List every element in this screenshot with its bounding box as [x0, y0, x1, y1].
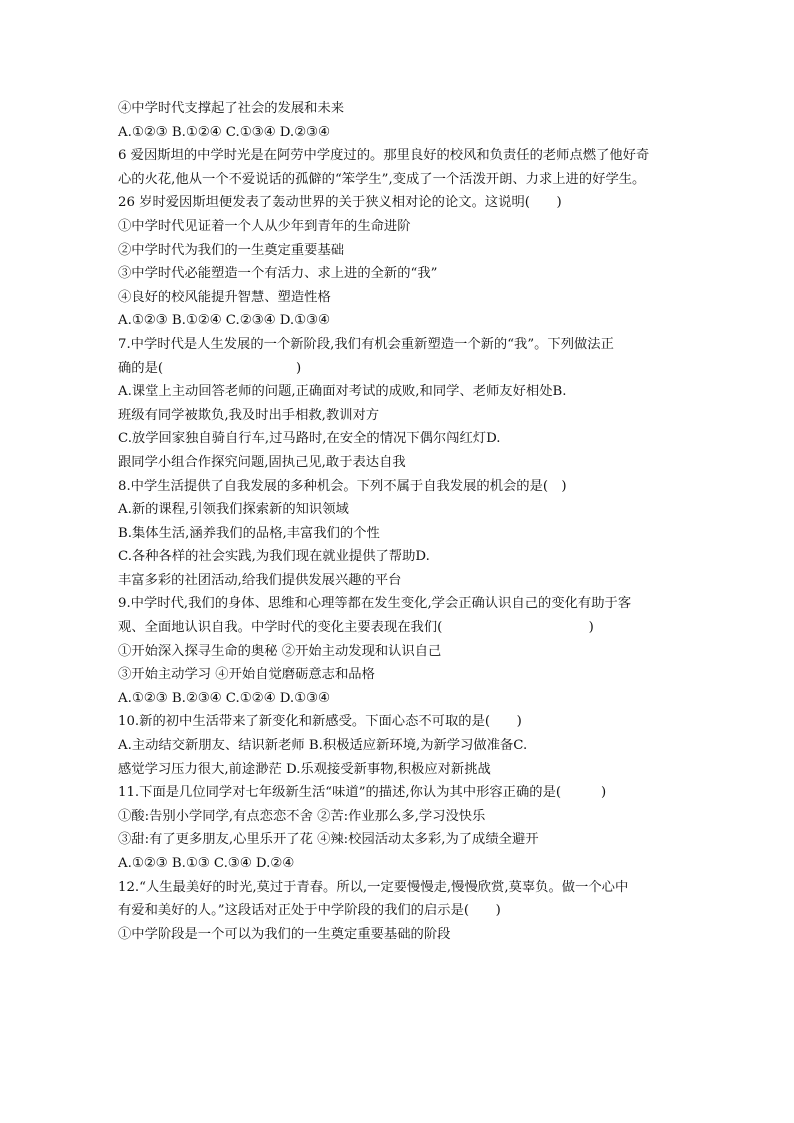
question-7: 7.中学时代是人生发展的一个新阶段,我们有机会重新塑造一个新的“我”。下列做法正	[118, 336, 614, 352]
text-line: C.放学回家独自骑自行车,过马路时,在安全的情况下偶尔闯红灯D.	[118, 431, 501, 447]
text-line: ①中学阶段是一个可以为我们的一生奠定重要基础的阶段	[118, 926, 451, 942]
text-line: 观、全面地认识自我。中学时代的变化主要表现在我们( )	[118, 620, 594, 636]
text-line: 确的是( )	[118, 360, 302, 376]
question-9: 9.中学时代,我们的身体、思维和心理等都在发生变化,学会正确认识自己的变化有助于客	[118, 596, 632, 612]
text-line: 有爱和美好的人。”这段话对正处于中学阶段的我们的启示是( )	[118, 903, 501, 919]
text-line: 丰富多彩的社团活动,给我们提供发展兴趣的平台	[118, 572, 402, 588]
text-line: 26 岁时爱因斯坦便发表了轰动世界的关于狭义相对论的论文。这说明( )	[118, 195, 562, 211]
text-line: A.主动结交新朋友、结识新老师 B.积极适应新环境,为新学习做准备C.	[118, 738, 528, 754]
text-line: B.集体生活,涵养我们的品格,丰富我们的个性	[118, 525, 380, 541]
answer-options: A.①②③ B.①②④ C.①③④ D.②③④	[118, 124, 330, 140]
answer-options: A.①②③ B.①③ C.③④ D.②④	[118, 856, 295, 871]
text-line: ①中学时代见证着一个人从少年到青年的生命进阶	[118, 218, 411, 234]
question-11: 11.下面是几位同学对七年级新生活“味道”的描述,你认为其中形容正确的是( )	[118, 785, 607, 801]
text-line: 班级有同学被欺负,我及时出手相救,教训对方	[118, 407, 380, 423]
text-line: ③甜:有了更多朋友,心里乐开了花 ④辣:校园活动太多彩,为了成绩全避开	[118, 832, 539, 848]
text-line: ③中学时代必能塑造一个有活力、求上进的全新的“我”	[118, 266, 438, 282]
text-line: A.课堂上主动回答老师的问题,正确面对考试的成败,和同学、老师友好相处B.	[118, 384, 567, 400]
text-line: 感觉学习压力很大,前途渺茫 D.乐观接受新事物,积极应对新挑战	[118, 761, 491, 777]
answer-options: A.①②③ B.②③④ C.①②④ D.①③④	[118, 690, 330, 706]
text-line: ②中学时代为我们的一生奠定重要基础	[118, 242, 345, 258]
text-line: ③开始主动学习 ④开始自觉磨砺意志和品格	[118, 667, 375, 683]
answer-options: A.①②③ B.①②④ C.②③④ D.①③④	[118, 313, 330, 329]
question-8: 8.中学生活提供了自我发展的多种机会。下列不属于自我发展的机会的是( )	[118, 478, 567, 494]
text-line: 跟同学小组合作探究问题,固执己见,敢于表达自我	[118, 454, 406, 470]
text-line: 心的火花,他从一个不爱说话的孤僻的“笨学生”,变成了一个活泼开朗、力求上进的好学生。	[118, 171, 646, 187]
text-line: ①开始深入探寻生命的奥秘 ②开始主动发现和认识自己	[118, 643, 442, 659]
text-line: C.各种各样的社会实践,为我们现在就业提供了帮助D.	[118, 549, 430, 565]
text-line: ①酸:告别小学同学,有点恋恋不舍 ②苦:作业那么多,学习没快乐	[118, 808, 486, 824]
text-line: ④中学时代支撑起了社会的发展和未来	[118, 101, 345, 116]
question-6: 6 爱因斯坦的中学时光是在阿劳中学度过的。那里良好的校风和负责任的老师点燃了他好奇	[118, 148, 650, 164]
text-line: ④良好的校风能提升智慧、塑造性格	[118, 289, 331, 305]
question-10: 10.新的初中生活带来了新变化和新感受。下面心态不可取的是( )	[118, 714, 522, 730]
question-12: 12.“人生最美好的时光,莫过于青春。所以,一定要慢慢走,慢慢欣赏,莫辜负。做一个心中	[118, 879, 629, 895]
text-line: A.新的课程,引领我们探索新的知识领域	[118, 502, 349, 518]
